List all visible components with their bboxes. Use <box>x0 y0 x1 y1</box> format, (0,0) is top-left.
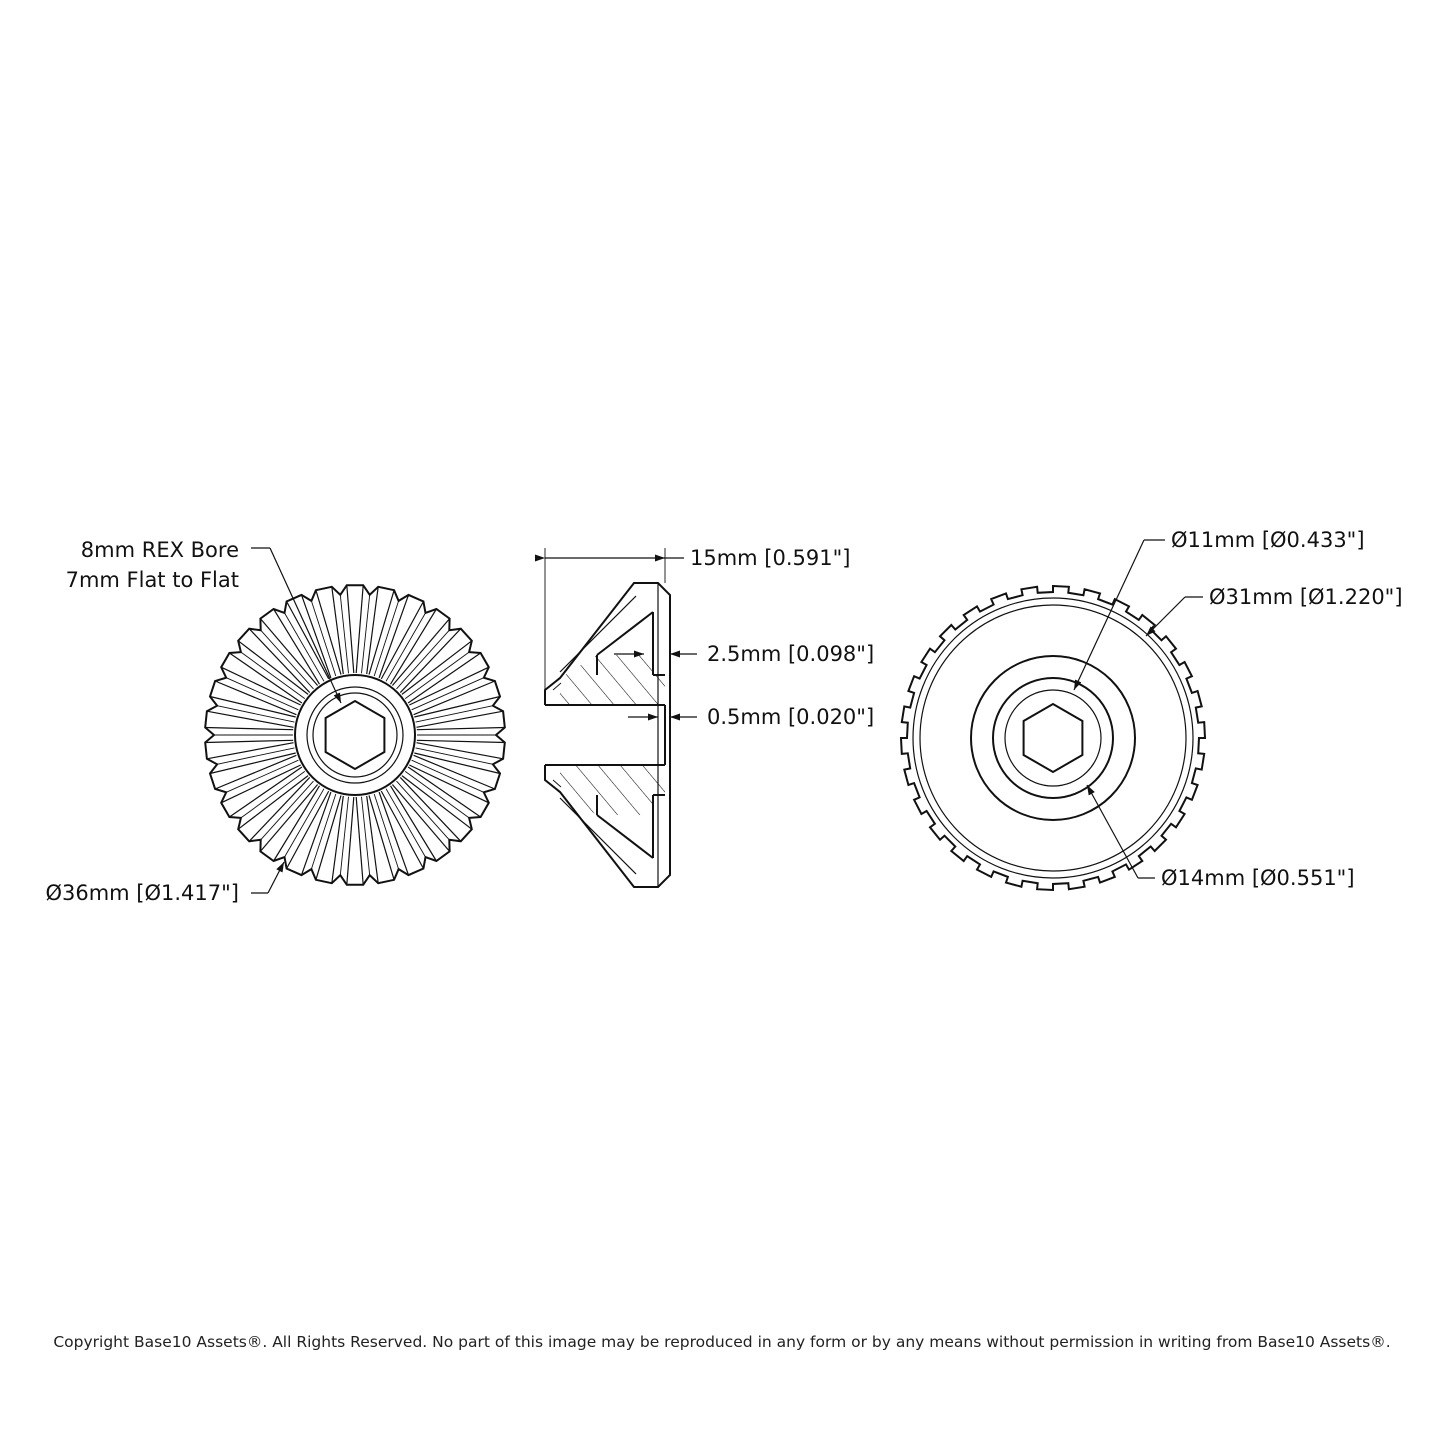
hub-circle <box>993 678 1113 798</box>
back-diameter-leader <box>1146 597 1203 636</box>
copyright-notice: Copyright Base10 Assets®. All Rights Reserved. No part of this image may be reproduced in any form or by any means without permission in writing from Base10 Assets®. <box>53 1333 1391 1351</box>
back-face-circle <box>913 598 1193 878</box>
gear-tooth <box>367 587 399 676</box>
gear-front-view <box>205 585 505 885</box>
gear-tooth <box>414 681 500 722</box>
gear-section-view <box>545 583 670 887</box>
boss-diameter-label: Ø14mm [Ø0.551"] <box>1161 866 1355 890</box>
back-face-inner-circle <box>920 605 1186 871</box>
section-outline <box>545 583 670 887</box>
hub-diameter-label: Ø11mm [Ø0.433"] <box>1171 528 1365 552</box>
gear-teeth <box>205 585 505 885</box>
gear-tooth <box>340 797 363 885</box>
gear-tooth <box>311 794 343 883</box>
boss-circle <box>971 656 1135 820</box>
hex-bore <box>1024 704 1083 772</box>
bore-leader <box>251 548 341 703</box>
gear-tooth <box>417 711 505 735</box>
gear-tooth <box>205 706 294 730</box>
step-depth-label: 2.5mm [0.098"] <box>707 642 875 666</box>
width-label: 15mm [0.591"] <box>690 546 851 570</box>
hub-offset-label: 0.5mm [0.020"] <box>707 705 875 729</box>
gear-tooth <box>408 653 489 710</box>
gear-tooth <box>374 791 423 875</box>
gear-tooth <box>210 748 296 789</box>
tooth-edge-outline <box>901 586 1205 890</box>
gear-tooth <box>416 740 505 764</box>
gear-tooth <box>221 760 302 817</box>
bore-label-line2: 7mm Flat to Flat <box>65 568 239 592</box>
bore-label-line1: 8mm REX Bore <box>80 538 239 562</box>
outer-diameter-label: Ø36mm [Ø1.417"] <box>45 881 239 905</box>
gear-tooth <box>205 735 293 759</box>
outer-diameter-leader <box>251 862 284 893</box>
gear-back-view <box>901 586 1205 890</box>
gear-tooth <box>347 585 370 673</box>
back-diameter-label: Ø31mm [Ø1.220"] <box>1209 585 1403 609</box>
hex-bore <box>326 701 385 769</box>
